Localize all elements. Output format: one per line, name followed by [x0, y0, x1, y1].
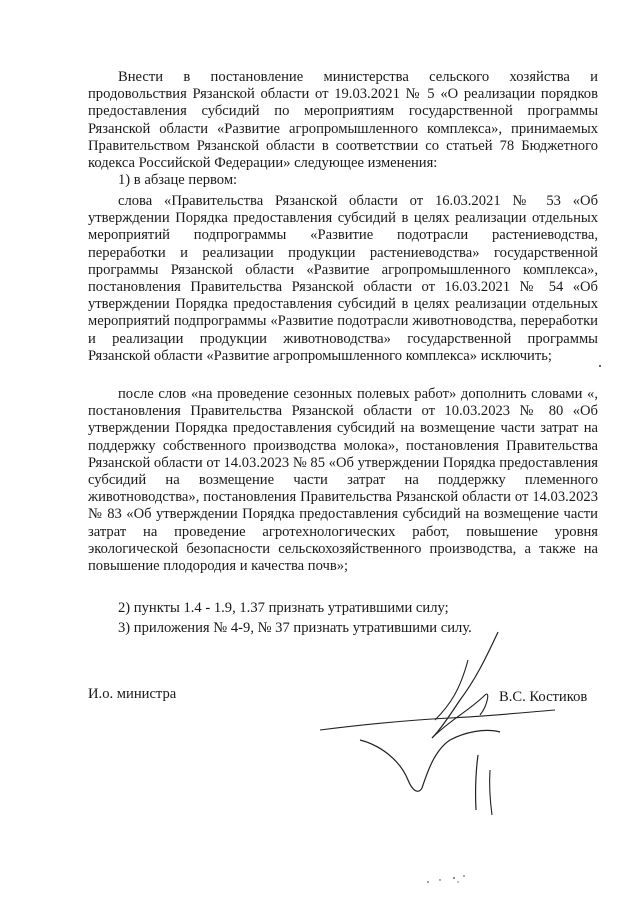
intro-paragraph: Внести в постановление министерства сельского хозяйства и продовольствия Рязанской области от 19.03.2021 № 5 «О реализации порядков предоставления субсидий по мероприятиям государственной программы Рязанской области «Развитие агропромышленного комплекса», принимаемых Правительством Рязанской области в соответствии со статьей 78 Бюджетного кодекса Российской Федерации» следующее изменения:	[88, 69, 598, 172]
item-2-paragraph: 2) пункты 1.4 - 1.9, 1.37 признать утратившими силу;	[118, 600, 449, 616]
item-1-words-paragraph: слова «Правительства Рязанской области от 16.03.2021 № 53 «Об утверждении Порядка предоставления субсидий в целях реализации отдельных мероприятий подпрограммы «Развитие подотрасли растениеводства, переработки и реализации продукции растениеводства» государственной программы Рязанской области «Развитие агропромышленного комплекса», постановления Правительства Рязанской области от 16.03.2021 № 54 «Об утверждении Порядка предоставления субсидий в целях реализации отдельных мероприятий подпрограммы «Развитие подотрасли животноводства, переработки и реализации продукции животноводства» государственной программы Рязанской области «Развитие агропромышленного комплекса» исключить;	[88, 193, 598, 364]
item-1-heading: 1) в абзаце первом:	[118, 172, 238, 188]
scan-speck	[595, 360, 605, 370]
item-3-paragraph: 3) приложения № 4-9, № 37 признать утратившими силу.	[118, 620, 472, 636]
signatory-name: В.С. Костиков	[499, 689, 588, 705]
signatory-position: И.о. министра	[88, 686, 177, 702]
handwritten-signature	[300, 620, 560, 830]
scan-specks	[420, 870, 480, 890]
item-1-after-paragraph: после слов «на проведение сезонных полевых работ» дополнить словами «, постановления Правительства Рязанской области от 10.03.2023 № 80 «Об утверждении Порядка предоставления субсидий на возмещение части затрат на поддержку собственного производства молока», постановления Правительства Рязанской области от 14.03.2023 № 85 «Об утверждении Порядка предоставления субсидий на возмещение части затрат на поддержку племенного животноводства», постановления Правительства Рязанской области от 14.03.2023 № 83 «Об утверждении Порядка предоставления субсидий на возмещение части затрат на проведение агротехнологических работ, повышение уровня экологической безопасности сельскохозяйственного производства, а также на повышение плодородия и качества почв»;	[88, 386, 598, 575]
